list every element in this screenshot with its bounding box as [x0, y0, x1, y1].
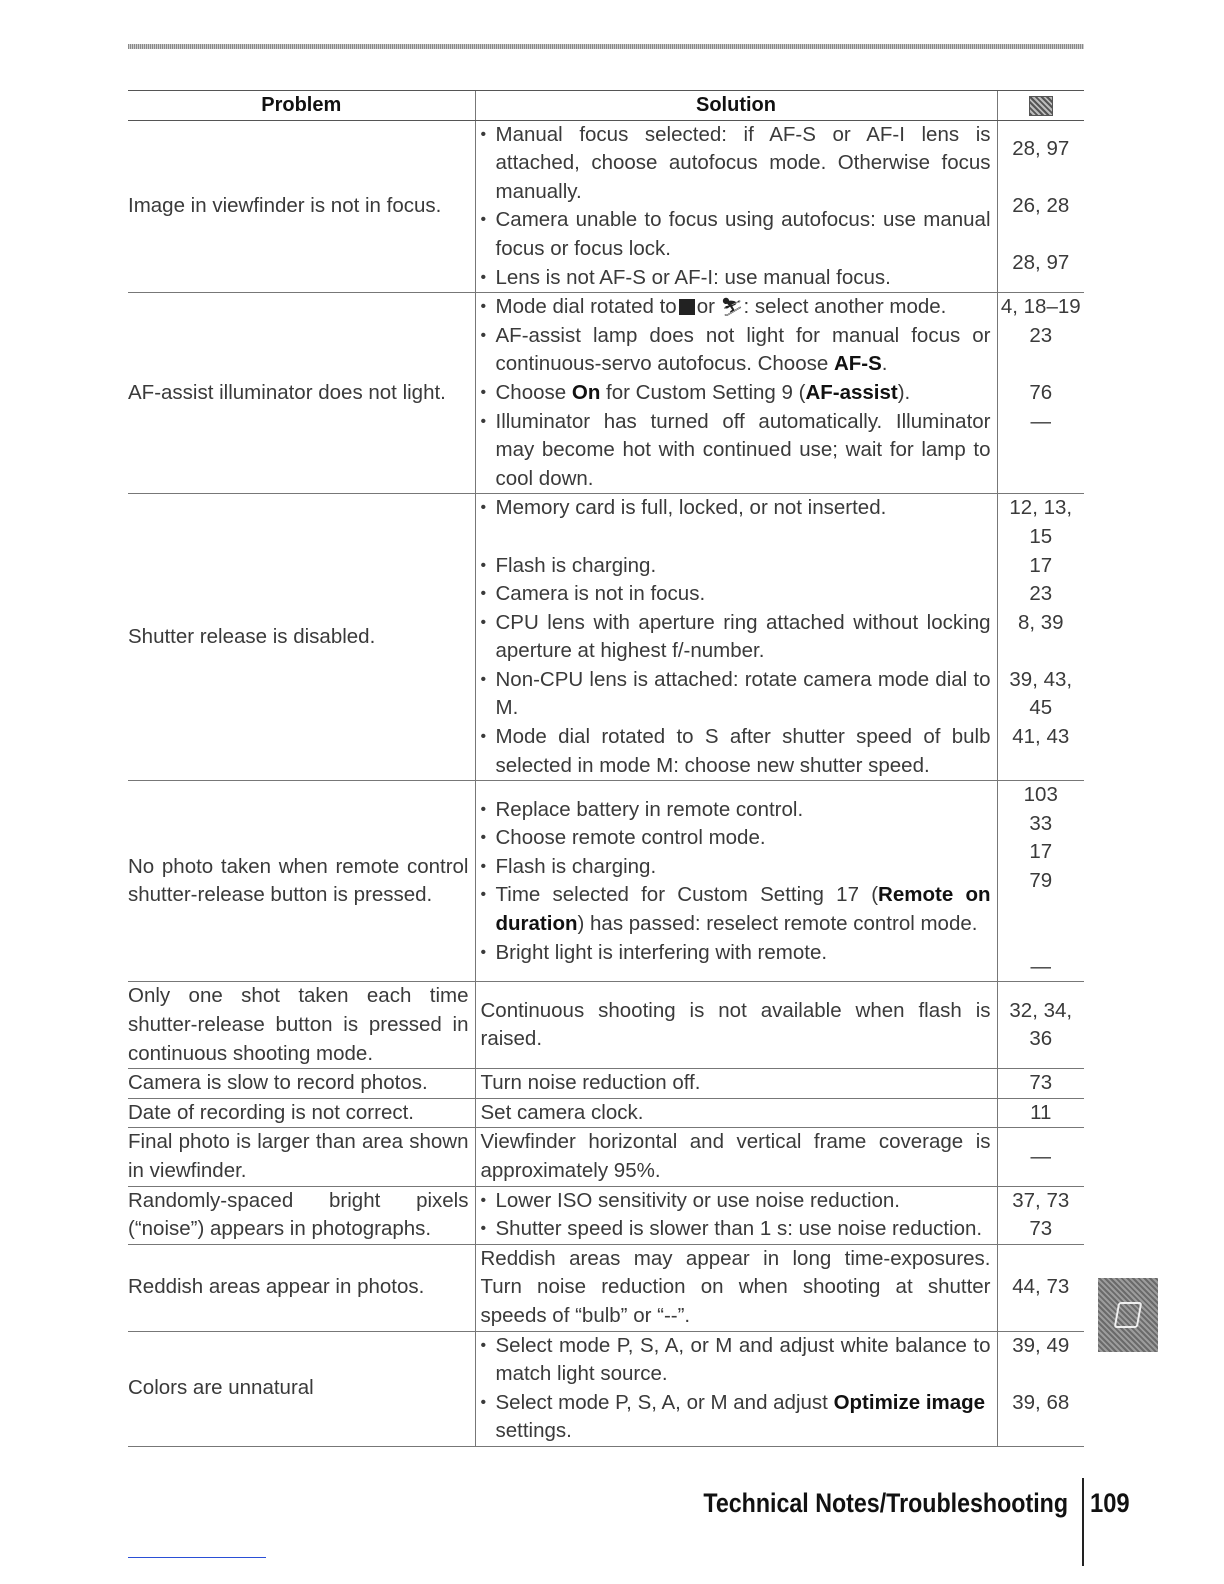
problem-cell: Shutter release is disabled. [128, 494, 475, 781]
solution-item: • Choose On for Custom Setting 9 (AF-assist). [481, 379, 991, 408]
table-row [128, 293, 1084, 494]
table-row [128, 1098, 1084, 1128]
solution-item: • CPU lens with aperture ring attached without locking aperture at highest f/-number. [481, 609, 991, 666]
solution-cell [475, 494, 997, 781]
page-ref: 28, 97 [1012, 251, 1070, 275]
problem-cell: Only one shot taken each time shutter-release button is pressed in continuous shooting mode. [128, 982, 475, 1069]
table-row [128, 1069, 1084, 1099]
page-ref: 17 [1029, 553, 1053, 577]
table-row [128, 494, 1084, 781]
solution-item: • Flash is charging. [481, 552, 991, 581]
solution-cell: Viewfinder horizontal and vertical frame coverage is approximately 95%. [475, 1128, 997, 1186]
page-cell [997, 293, 1084, 494]
table-row [128, 1331, 1084, 1446]
solution-item: • Select mode P, S, A, or M and adjust Optimize image settings. [481, 1389, 991, 1446]
page-cell [997, 781, 1084, 982]
problem-header: Problem [128, 91, 475, 121]
page-ref: 103 [1023, 783, 1058, 807]
solution-item: • Mode dial rotated to S after shutter speed of bulb selected in mode M: choose new shutter speed. [481, 723, 991, 780]
solution-header: Solution [475, 91, 997, 121]
page-cell [997, 494, 1084, 781]
page-cell: 73 [997, 1069, 1084, 1099]
page-cell: 44, 73 [997, 1244, 1084, 1331]
page-ref: 8, 39 [1017, 610, 1064, 634]
problem-cell: Image in viewfinder is not in focus. [128, 120, 475, 293]
problem-cell: Final photo is larger than area shown in viewfinder. [128, 1128, 475, 1186]
footer-divider [1082, 1478, 1084, 1566]
page-ref: 73 [1029, 1217, 1053, 1241]
page-cell [997, 120, 1084, 293]
problem-cell: Date of recording is not correct. [128, 1098, 475, 1128]
problem-cell: Camera is slow to record photos. [128, 1069, 475, 1099]
problem-cell: No photo taken when remote control shutter-release button is pressed. [128, 781, 475, 982]
solution-item: • Shutter speed is slower than 1 s: use noise reduction. [481, 1215, 991, 1244]
solution-cell [475, 293, 997, 494]
table-row [128, 120, 1084, 293]
solution-item: • Memory card is full, locked, or not inserted. [481, 494, 991, 523]
footer-link-rule [128, 1557, 266, 1558]
page-ref: 26, 28 [1012, 194, 1070, 218]
solution-item: • Bright light is interfering with remote. [481, 939, 991, 968]
table-row [128, 1244, 1084, 1331]
chapter-tab [1098, 1278, 1158, 1352]
table-row [128, 982, 1084, 1069]
page-ref: 12, 13, 15 [1009, 496, 1073, 548]
sports-mode-icon: ⛷ [720, 297, 744, 318]
book-page-reference-icon [1029, 96, 1053, 116]
page-ref: — [1030, 954, 1051, 978]
solution-item: • Mode dial rotated to or ⛷: select another mode. [481, 293, 991, 322]
solution-item: • Choose remote control mode. [481, 824, 991, 853]
solution-item: • AF-assist lamp does not light for manual focus or continuous-servo autofocus. Choose AF-S. [481, 322, 991, 379]
page-number: 109 [1090, 1488, 1130, 1518]
troubleshooting-table [128, 90, 1084, 1447]
table-row [128, 1128, 1084, 1186]
page-cell: 11 [997, 1098, 1084, 1128]
solution-cell: Continuous shooting is not available when flash is raised. [475, 982, 997, 1069]
page-header [997, 91, 1084, 121]
page-cell [997, 1331, 1084, 1446]
table-row [128, 781, 1084, 982]
technical-notes-chapter-icon [1114, 1302, 1143, 1328]
night-landscape-mode-icon [679, 299, 695, 315]
page-ref: 79 [1029, 869, 1053, 893]
page-ref: 76 [1029, 380, 1053, 404]
solution-item: • Time selected for Custom Setting 17 (Remote on duration) has passed: reselect remote control mode. [481, 881, 991, 938]
solution-item: • Lower ISO sensitivity or use noise reduction. [481, 1187, 991, 1216]
problem-cell: AF-assist illuminator does not light. [128, 293, 475, 494]
page-ref: 37, 73 [1012, 1188, 1070, 1212]
solution-item: • Non-CPU lens is attached: rotate camera mode dial to M. [481, 666, 991, 723]
solution-cell: Reddish areas may appear in long time-exposures. Turn noise reduction on when shooting at shutter speeds of “bulb” or “--”. [475, 1244, 997, 1331]
page-ref: 4, 18–19 [1000, 295, 1081, 319]
page-ref: 39, 49 [1012, 1333, 1070, 1357]
solution-item: • Lens is not AF-S or AF-I: use manual focus. [481, 264, 991, 293]
page-ref: — [1030, 409, 1051, 433]
solution-item: • Illuminator has turned off automatically. Illuminator may become hot with continued use; wait for lamp to cool down. [481, 408, 991, 494]
problem-cell: Colors are unnatural [128, 1331, 475, 1446]
page-ref: 39, 43, 45 [1009, 667, 1073, 720]
page-ref: 28, 97 [1012, 136, 1070, 160]
table-header-row [128, 91, 1084, 121]
solution-cell [475, 120, 997, 293]
page-cell [997, 1186, 1084, 1244]
solution-cell: Turn noise reduction off. [475, 1069, 997, 1099]
top-rule [128, 44, 1084, 49]
page-ref: 23 [1029, 323, 1053, 347]
solution-cell [475, 781, 997, 982]
table-row [128, 1186, 1084, 1244]
page-ref: 33 [1029, 811, 1053, 835]
solution-item: • Camera unable to focus using autofocus: use manual focus or focus lock. [481, 206, 991, 263]
footer-section-title: Technical Notes/Troubleshooting [703, 1488, 1068, 1518]
problem-cell: Randomly-spaced bright pixels (“noise”) appears in photographs. [128, 1186, 475, 1244]
solution-item: • Manual focus selected: if AF-S or AF-I lens is attached, choose autofocus mode. Otherwise focus manually. [481, 121, 991, 207]
solution-item: • Replace battery in remote control. [481, 796, 991, 825]
page-cell: 32, 34, 36 [997, 982, 1084, 1069]
solution-cell [475, 1331, 997, 1446]
page-ref: 39, 68 [1012, 1390, 1070, 1414]
solution-cell: Set camera clock. [475, 1098, 997, 1128]
solution-item: • Select mode P, S, A, or M and adjust white balance to match light source. [481, 1332, 991, 1389]
page-ref: 17 [1029, 840, 1053, 864]
problem-cell: Reddish areas appear in photos. [128, 1244, 475, 1331]
solution-item: • Camera is not in focus. [481, 580, 991, 609]
solution-cell [475, 1186, 997, 1244]
solution-item: • Flash is charging. [481, 853, 991, 882]
page-ref: 23 [1029, 582, 1053, 606]
page-ref: 41, 43 [1012, 725, 1070, 749]
page-cell: — [997, 1128, 1084, 1186]
